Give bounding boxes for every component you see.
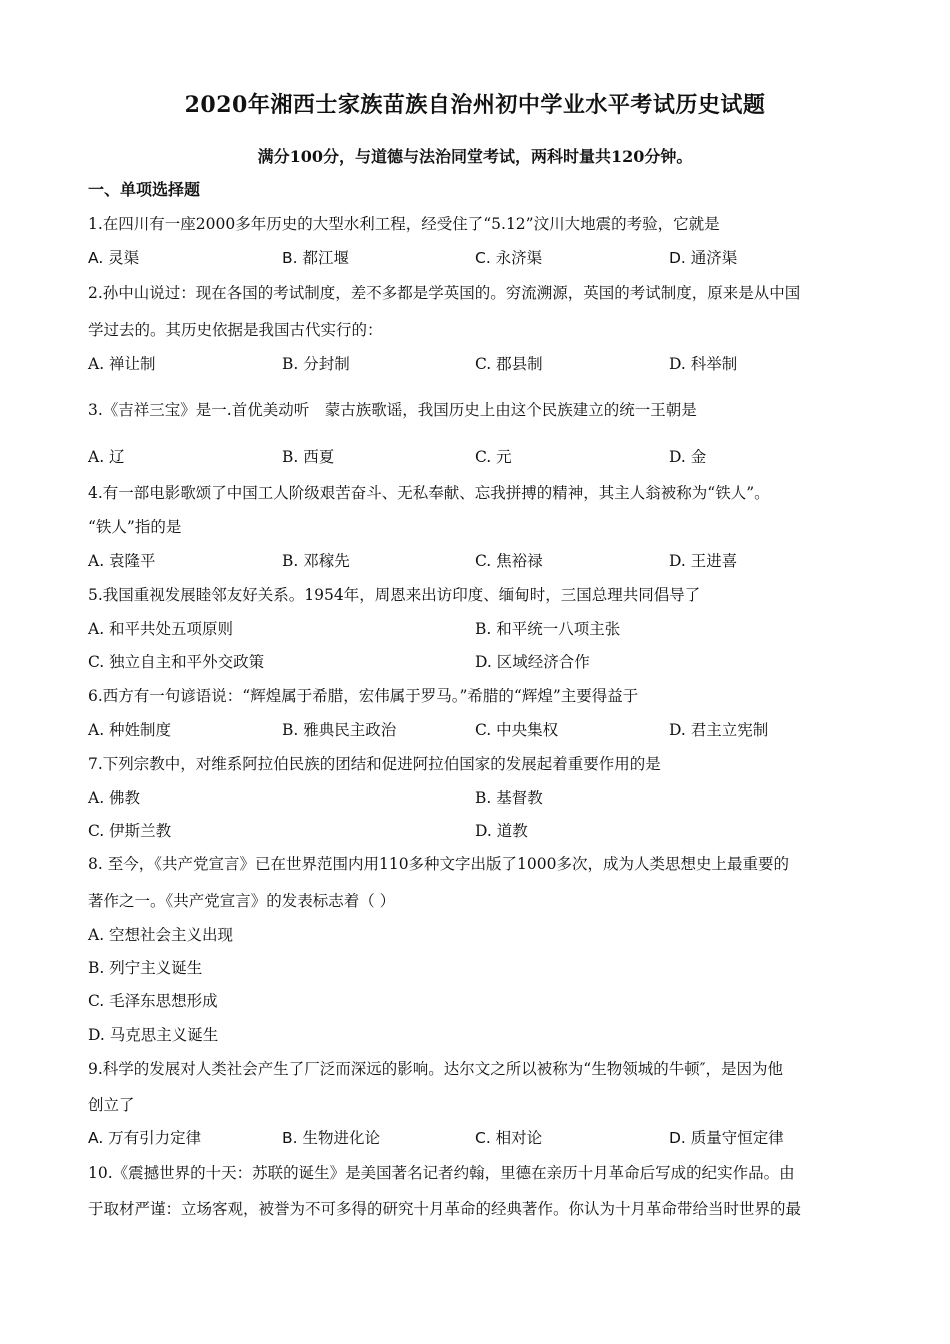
page-title: 2020年湘西士家族苗族自治州初中学业水平考试历史试题 xyxy=(184,92,766,118)
question-9-stem: 9.科学的发展对人类社会产生了厂泛而深远的影响。达尔文之所以被称为“生物领城的牛顿″，是因为他 xyxy=(88,1060,784,1078)
question-8-option-b: B. 列宁主义诞生 xyxy=(88,959,203,977)
question-6-option-b: B. 雅典民主政治 xyxy=(282,721,397,739)
question-7-option-a: A. 佛教 xyxy=(88,789,141,807)
question-5-option-a: A. 和平共处五项原则 xyxy=(88,620,234,638)
question-9-option-b: B. 生物进化论 xyxy=(282,1129,380,1147)
question-5-option-d: D. 区域经济合作 xyxy=(475,653,590,671)
question-1-option-a: A. 灵渠 xyxy=(88,249,140,267)
question-6-option-a: A. 种姓制度 xyxy=(88,721,172,739)
question-4-option-c: C. 焦裕禄 xyxy=(475,552,543,570)
question-9-stem-continued: 创立了 xyxy=(88,1096,135,1114)
question-4-option-a: A. 袁隆平 xyxy=(88,552,156,570)
question-2-option-b: B. 分封制 xyxy=(282,355,350,373)
question-7-stem: 7.下列宗教中，对维系阿拉伯民族的团结和促进阿拉伯国家的发展起着重要作用的是 xyxy=(88,755,661,773)
question-2-stem: 2.孙中山说过：现在各国的考试制度，差不多都是学英国的。穷流溯源，英国的考试制度，原来是从中国 xyxy=(88,284,801,302)
question-3-option-a: A. 辽 xyxy=(88,448,125,466)
exam-info: 满分100分，与道德与法治同堂考试，两科时量共120分钟。 xyxy=(257,147,693,166)
question-1-option-c: C. 永济渠 xyxy=(475,249,543,267)
question-2-option-a: A. 禅让制 xyxy=(88,355,156,373)
question-2-stem-continued: 学过去的。其历史依据是我国古代实行的： xyxy=(88,321,383,339)
question-8-stem-continued: 著作之一。《共产党宣言》的发表标志着（ ） xyxy=(88,892,396,910)
question-1-stem: 1.在四川有一座2000多年历史的大型水利工程，经受住了“5.12”汶川大地震的考验，它就是 xyxy=(88,215,720,233)
question-8-option-a: A. 空想社会主义出现 xyxy=(88,926,234,944)
question-6-option-c: C. 中央集权 xyxy=(475,721,559,739)
question-3-option-b: B. 西夏 xyxy=(282,448,335,466)
section-heading: 一、单项选择题 xyxy=(88,180,201,199)
question-9-option-c: C. 相对论 xyxy=(475,1129,543,1147)
question-10-stem-continued: 于取材严谨：立场客观，被誉为不可多得的研究十月革命的经典著作。你认为十月革命带给当时世界的最 xyxy=(88,1200,802,1218)
question-2-option-d: D. 科举制 xyxy=(669,355,738,373)
question-2-option-c: C. 郡县制 xyxy=(475,355,543,373)
question-6-stem: 6.西方有一句谚语说：“辉煌属于希腊，宏伟属于罗马。”希腊的“辉煌”主要得益于 xyxy=(88,687,639,705)
question-5-stem: 5.我国重视发展睦邻友好关系。1954年，周恩来出访印度、缅甸时，三国总理共同倡导了 xyxy=(88,586,701,604)
question-9-option-d: D. 质量守恒定律 xyxy=(669,1129,784,1147)
question-6-option-d: D. 君主立宪制 xyxy=(669,721,769,739)
question-1-option-d: D. 通济渠 xyxy=(669,249,738,267)
question-4-option-d: D. 王进喜 xyxy=(669,552,738,570)
question-8-option-d: D. 马克思主义诞生 xyxy=(88,1026,219,1044)
question-3-option-c: C. 元 xyxy=(475,448,512,466)
question-7-option-c: C. 伊斯兰教 xyxy=(88,822,172,840)
question-8-option-c: C. 毛泽东思想形成 xyxy=(88,992,218,1010)
question-4-stem-continued: “铁人”指的是 xyxy=(88,518,182,536)
question-1-option-b: B. 都江堰 xyxy=(282,249,349,267)
question-8-stem: 8. 至今，《共产党宣言》已在世界范围内用110多种文字出版了1000多次，成为人类思想史上最重要的 xyxy=(88,855,789,873)
question-7-option-d: D. 道教 xyxy=(475,822,528,840)
question-3-option-d: D. 金 xyxy=(669,448,707,466)
question-10-stem: 10.《震撼世界的十天：苏联的诞生》是美国著名记者约翰，里德在亲历十月革命后写成的纪实作品。由 xyxy=(88,1164,795,1182)
question-7-option-b: B. 基督教 xyxy=(475,789,543,807)
question-3-stem: 3.《吉祥三宝》是一.首优美动听 蒙古族歌谣，我国历史上由这个民族建立的统一王朝是 xyxy=(88,401,697,419)
question-4-stem: 4.有一部电影歌颂了中国工人阶级艰苦奋斗、无私奉献、忘我拼搏的精神，其主人翁被称为“铁人”。 xyxy=(88,484,770,502)
question-5-option-c: C. 独立自主和平外交政策 xyxy=(88,653,265,671)
question-5-option-b: B. 和平统一八项主张 xyxy=(475,620,621,638)
question-4-option-b: B. 邓稼先 xyxy=(282,552,350,570)
question-9-option-a: A. 万有引力定律 xyxy=(88,1129,202,1147)
